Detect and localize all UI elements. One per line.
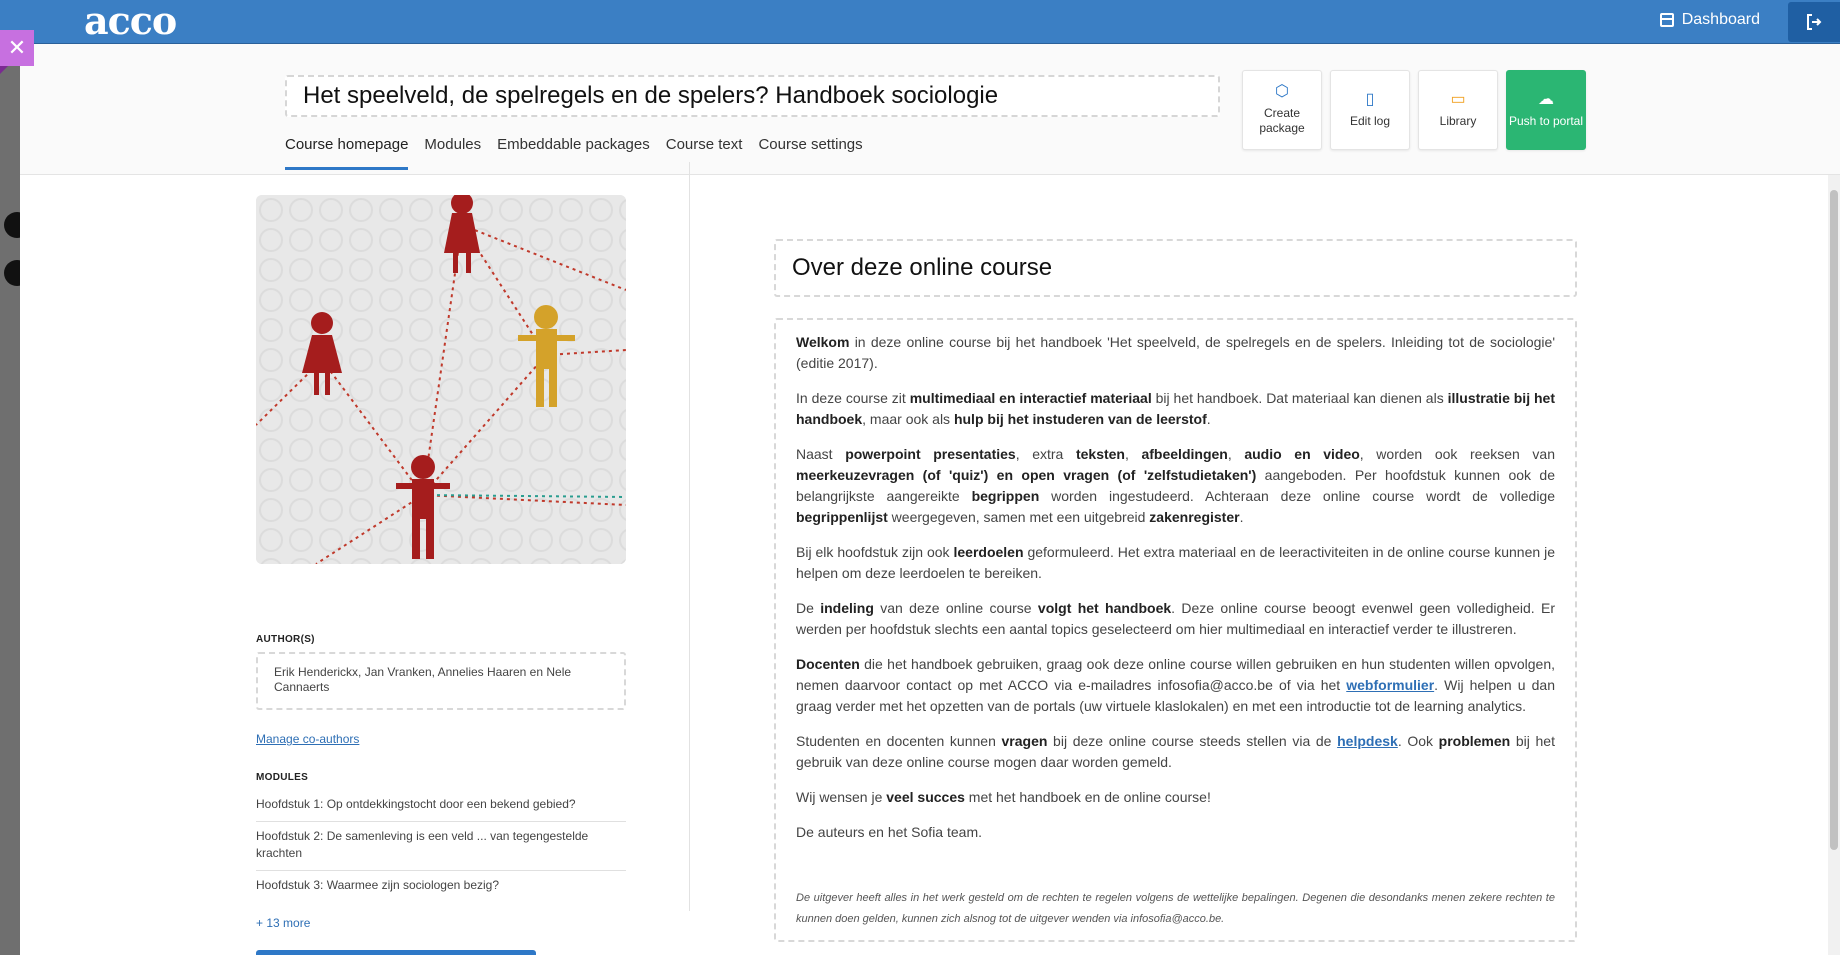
authors-label: AUTHOR(S) xyxy=(256,634,315,645)
acco-logo[interactable]: acco xyxy=(84,0,177,43)
description-paragraph: Naast powerpoint presentaties, extra teksten, afbeeldingen, audio en video, worden ook reeksen van meerkeuzevragen (of 'quiz') en open vragen (of 'zelfstudietaken') aangeboden. Per hoofdstuk kunnen ook de belangrijkste aangereikte begrippen worden ingestudeerd. Achteraan deze online course wordt de volledige begrippenlijst weergegeven, samen met een uitgebreid zakenregister. xyxy=(796,446,1556,525)
push-to-portal-button[interactable] xyxy=(1506,70,1586,150)
folder-icon: ▭ xyxy=(1450,90,1466,108)
about-heading: Over deze online course xyxy=(792,254,1053,281)
background-avatar xyxy=(4,260,20,286)
description-paragraph: In deze course zit multimediaal en interactief materiaal bij het handboek. Dat materiaal kan dienen als illustratie bij het handboek, maar ook als hulp bij het instuderen van de leerstof. xyxy=(796,390,1555,427)
dashboard-link[interactable] xyxy=(1660,0,1760,40)
edit-log-label: Edit log xyxy=(1349,113,1391,128)
about-heading-field[interactable] xyxy=(774,239,1577,297)
close-icon: ✕ xyxy=(7,35,27,60)
tab-course-settings[interactable]: Course settings xyxy=(758,136,863,153)
description-paragraph: De indeling van deze online course volgt het handboek. Deze online course beoogt evenwel geen volledigheid. Er werden per hoofdstuk slechts een aantal topics geselecteerd om hier multimediaal en interactief verder te illustreren. xyxy=(796,600,1555,637)
logout-icon xyxy=(1805,13,1823,31)
manage-coauthors-link[interactable]: Manage co-authors xyxy=(256,732,360,746)
tab-course-homepage[interactable]: Course homepage xyxy=(285,136,408,170)
webformulier-link[interactable]: webformulier xyxy=(1346,677,1435,693)
description-paragraph: Studenten en docenten kunnen vragen bij deze online course steeds stellen via de helpdesk. Ook problemen bij het gebruik van deze online course mogen daar worden gemeld. xyxy=(796,733,1555,770)
course-tabs xyxy=(285,136,863,170)
push-to-portal-label: Push to portal xyxy=(1508,113,1584,128)
logout-button[interactable] xyxy=(1788,2,1840,42)
clipboard-icon: ▯ xyxy=(1365,90,1375,108)
top-bar xyxy=(0,0,1840,44)
authors-text: Erik Henderickx, Jan Vranken, Annelies Haaren en Nele Cannaerts xyxy=(274,665,572,694)
course-description[interactable] xyxy=(774,318,1577,942)
modules-list xyxy=(256,790,626,902)
library-button[interactable] xyxy=(1418,70,1498,150)
action-buttons xyxy=(1242,70,1586,150)
description-paragraph: De auteurs en het Sofia team. xyxy=(796,824,982,840)
create-package-label: Create package xyxy=(1259,106,1305,135)
module-item[interactable]: Hoofdstuk 2: De samenleving is een veld ... van tegengestelde krachten xyxy=(256,822,626,871)
create-package-button[interactable] xyxy=(1242,70,1322,150)
more-modules-link[interactable]: + 13 more xyxy=(256,916,311,930)
course-cover-image xyxy=(256,195,626,564)
background-app xyxy=(0,44,20,955)
library-label: Library xyxy=(1439,113,1477,128)
cover-illustration xyxy=(256,195,626,564)
package-icon: ⬡ xyxy=(1275,83,1289,100)
tab-course-text[interactable]: Course text xyxy=(665,136,743,153)
bottom-action-button[interactable] xyxy=(256,950,536,955)
disclaimer-text: De uitgever heeft alles in het werk gesteld om de rechten te regelen volgens de wettelijke bepalingen. Degenen die desondanks menen zekere rechten te kunnen doen gelden, kunnen zich alsnog tot de uitgever wenden via infosofia@acco.be. xyxy=(796,892,1555,925)
authors-field[interactable] xyxy=(256,652,626,710)
course-header xyxy=(20,44,1840,175)
dashboard-label: Dashboard xyxy=(1681,11,1760,28)
course-title: Het speelveld, de spelregels en de spelers? Handboek sociologie xyxy=(303,82,999,109)
description-paragraph: Welkom in deze online course bij het handboek 'Het speelveld, de spelregels en de spelers. Inleiding tot de sociologie' (editie 2017). xyxy=(796,334,1555,371)
helpdesk-link[interactable]: helpdesk xyxy=(1337,733,1398,749)
description-paragraph: Docenten die het handboek gebruiken, graag ook deze online course willen gebruiken en hun studenten willen opvolgen, nemen daarvoor contact op met ACCO via e-mailadres infosofia@acco.be of via het webformulier. Wij helpen u dan graag verder met het opzetten van de portals (uw virtuele klaslokalen) en met een introductie tot de learning analytics. xyxy=(796,656,1555,714)
tab-embeddable-packages[interactable]: Embeddable packages xyxy=(497,136,650,153)
column-divider xyxy=(689,162,690,911)
modules-label: MODULES xyxy=(256,772,309,783)
background-avatar xyxy=(4,212,20,238)
tab-modules[interactable]: Modules xyxy=(424,136,482,153)
module-item[interactable]: Hoofdstuk 3: Waarmee zijn sociologen bezig? xyxy=(256,878,500,892)
description-paragraph: Wij wensen je veel succes met het handboek en de online course! xyxy=(796,789,1211,805)
close-panel-button[interactable] xyxy=(0,30,34,66)
course-title-field[interactable] xyxy=(285,75,1220,117)
description-paragraph: Bij elk hoofdstuk zijn ook leerdoelen geformuleerd. Het extra materiaal en de leeractiviteiten in de online course kunnen je helpen om deze leerdoelen te bereiken. xyxy=(796,544,1555,581)
scrollbar-thumb[interactable] xyxy=(1830,190,1838,850)
cloud-icon: ☁ xyxy=(1538,90,1554,108)
dashboard-icon xyxy=(1660,13,1674,27)
module-item[interactable]: Hoofdstuk 1: Op ontdekkingstocht door een bekend gebied? xyxy=(256,790,626,822)
edit-log-button[interactable] xyxy=(1330,70,1410,150)
